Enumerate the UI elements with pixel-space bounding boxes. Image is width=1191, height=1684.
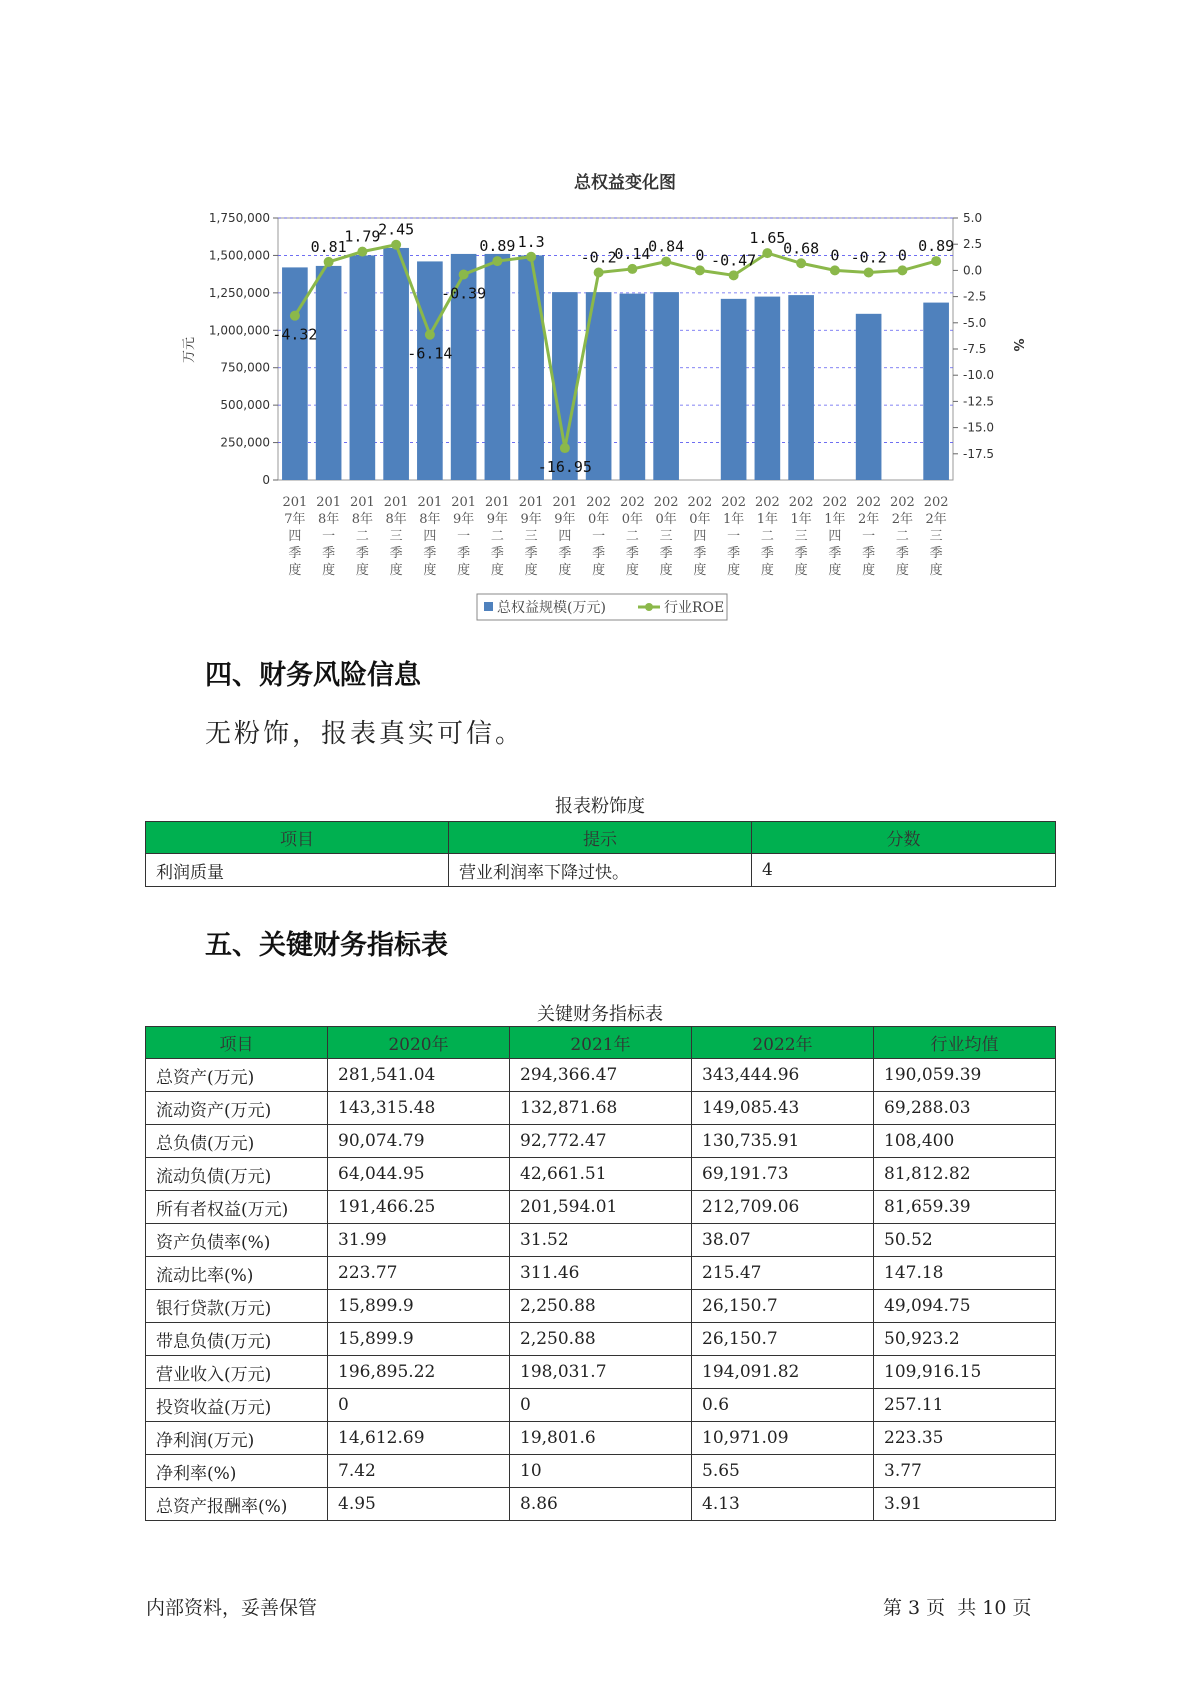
- x-tick-label: 季: [794, 546, 808, 561]
- page-number: 第 3 页 共 10 页: [883, 1597, 1032, 1619]
- table-cell: 营业收入(万元): [146, 1356, 328, 1389]
- table-cell: 4: [752, 854, 1056, 887]
- roe-point: [661, 257, 671, 267]
- table-cell: 总负债(万元): [146, 1125, 328, 1158]
- x-tick-label: 度: [322, 563, 336, 578]
- x-tick-label: 三: [659, 529, 673, 544]
- header-cell: 2021年: [510, 1027, 692, 1059]
- x-tick-label: 202: [788, 495, 814, 510]
- x-tick-label: 度: [693, 563, 707, 578]
- left-tick-label: 750,000: [220, 360, 270, 375]
- table-cell: 营业利润率下降过快。: [449, 854, 752, 887]
- x-tick-label: 9年: [554, 512, 576, 527]
- x-tick-label: 201: [552, 495, 578, 510]
- table-row: [146, 1191, 1056, 1224]
- table-cell: 3.91: [874, 1488, 1056, 1521]
- left-tick-label: 1,750,000: [208, 211, 270, 225]
- x-tick-label: 一: [727, 529, 741, 544]
- left-tick-label: 1,000,000: [208, 323, 270, 338]
- x-tick-label: 三: [794, 529, 808, 544]
- x-tick-label: 季: [288, 546, 302, 561]
- x-tick-label: 9年: [452, 512, 475, 527]
- table-row: [146, 1125, 1056, 1158]
- x-tick-label: 季: [322, 546, 336, 561]
- x-tick-label: 度: [524, 563, 538, 578]
- x-tick-label: 二: [490, 529, 504, 544]
- x-tick-label: 201: [451, 495, 477, 510]
- x-tick-label: 度: [558, 563, 572, 578]
- header-cell: 行业均值: [874, 1027, 1056, 1059]
- x-tick-label: 度: [355, 563, 369, 578]
- table-row: [146, 1323, 1056, 1356]
- x-tick-label: 四: [693, 529, 707, 544]
- table-cell: 149,085.43: [692, 1092, 874, 1125]
- roe-point: [324, 257, 334, 267]
- table-cell: 49,094.75: [874, 1290, 1056, 1323]
- x-tick-label: 二: [760, 529, 774, 544]
- x-tick-label: 二: [625, 529, 639, 544]
- x-tick-label: 一: [457, 529, 471, 544]
- x-tick-label: 度: [288, 563, 302, 578]
- table-cell: 银行贷款(万元): [146, 1290, 328, 1323]
- table-cell: 198,031.7: [510, 1356, 692, 1389]
- bar: [316, 266, 342, 480]
- section5-heading: 五、关键财务指标表: [205, 930, 448, 961]
- right-tick-label: -5.0: [963, 315, 987, 330]
- x-tick-label: 度: [828, 563, 842, 578]
- table-cell: 10: [510, 1455, 692, 1488]
- table-cell: 50.52: [874, 1224, 1056, 1257]
- x-tick-label: 季: [592, 546, 606, 561]
- x-tick-label: 三: [389, 529, 403, 544]
- table-cell: 总资产(万元): [146, 1059, 328, 1092]
- table-cell: 143,315.48: [328, 1092, 510, 1125]
- table-cell: 0: [328, 1389, 510, 1422]
- x-tick-label: 202: [856, 495, 882, 510]
- bar: [755, 297, 781, 480]
- table-row: [146, 1422, 1056, 1455]
- header-cell: 2020年: [328, 1027, 510, 1059]
- roe-data-label: -0.2: [580, 248, 617, 267]
- table-cell: 4.95: [328, 1488, 510, 1521]
- x-tick-label: 1年: [824, 512, 846, 527]
- section4-heading: 四、财务风险信息: [205, 660, 421, 691]
- section4-text: 无粉饰，报表真实可信。: [205, 719, 525, 749]
- x-tick-label: 1年: [756, 512, 779, 527]
- table-cell: 26,150.7: [692, 1290, 874, 1323]
- table-cell: 281,541.04: [328, 1059, 510, 1092]
- table-cell: 215.47: [692, 1257, 874, 1290]
- roe-point: [729, 270, 739, 280]
- x-tick-label: 季: [929, 546, 943, 561]
- x-tick-label: 0年: [655, 512, 677, 527]
- table-cell: 109,916.15: [874, 1356, 1056, 1389]
- x-tick-label: 季: [895, 546, 909, 561]
- header-cell: 2022年: [692, 1027, 874, 1059]
- header-cell: 项目: [146, 822, 449, 854]
- x-tick-label: 季: [355, 546, 369, 561]
- table-row: [146, 1224, 1056, 1257]
- roe-point: [627, 264, 637, 274]
- x-tick-label: 8年: [351, 512, 374, 527]
- x-tick-label: 季: [659, 546, 673, 561]
- x-tick-label: 201: [349, 495, 375, 510]
- equity-chart: [0, 0, 1191, 640]
- roe-data-label: 0: [897, 246, 907, 265]
- x-tick-label: 三: [929, 529, 943, 544]
- x-tick-label: 季: [457, 546, 471, 561]
- roe-data-label: 0.84: [648, 237, 685, 256]
- table-cell: 69,191.73: [692, 1158, 874, 1191]
- left-tick-label: 0: [262, 473, 270, 487]
- x-tick-label: 度: [929, 563, 943, 578]
- table-row: [146, 1455, 1056, 1488]
- roe-data-label: 0.14: [614, 244, 651, 263]
- roe-point: [796, 258, 806, 268]
- x-tick-label: 0年: [689, 512, 711, 527]
- right-tick-label: -15.0: [963, 420, 995, 435]
- x-tick-label: 一: [322, 529, 336, 544]
- table-cell: 所有者权益(万元): [146, 1191, 328, 1224]
- x-tick-label: 季: [828, 546, 842, 561]
- table-cell: 31.52: [510, 1224, 692, 1257]
- bar: [485, 254, 511, 480]
- x-tick-label: 度: [457, 563, 471, 578]
- roe-point: [492, 256, 502, 266]
- table-cell: 流动负债(万元): [146, 1158, 328, 1191]
- roe-data-label: -0.39: [441, 284, 487, 303]
- x-tick-label: 季: [490, 546, 504, 561]
- x-tick-label: 201: [484, 495, 510, 510]
- roe-point: [459, 269, 469, 279]
- x-tick-label: 2年: [891, 512, 914, 527]
- x-tick-label: 四: [828, 529, 842, 544]
- table-cell: 190,059.39: [874, 1059, 1056, 1092]
- table-cell: 201,594.01: [510, 1191, 692, 1224]
- table-row: [146, 1389, 1056, 1422]
- table-cell: 资产负债率(%): [146, 1224, 328, 1257]
- bar: [923, 303, 949, 480]
- legend-bar-label: 总权益规模(万元): [497, 600, 606, 616]
- table-cell: 69,288.03: [874, 1092, 1056, 1125]
- table-cell: 38.07: [692, 1224, 874, 1257]
- chart-title: 总权益变化图: [574, 173, 676, 193]
- x-tick-label: 度: [760, 563, 774, 578]
- table-cell: 64,044.95: [328, 1158, 510, 1191]
- bar: [417, 261, 443, 480]
- x-tick-label: 度: [727, 563, 741, 578]
- x-tick-label: 201: [282, 495, 308, 510]
- table-cell: 257.11: [874, 1389, 1056, 1422]
- left-axis-label: 万元: [182, 336, 197, 364]
- kpi-table: [145, 1026, 1056, 1521]
- x-tick-label: 四: [288, 529, 302, 544]
- bar: [653, 292, 679, 480]
- right-tick-label: -2.5: [963, 289, 987, 304]
- table-cell: 2,250.88: [510, 1323, 692, 1356]
- table-cell: 81,659.39: [874, 1191, 1056, 1224]
- roe-point: [391, 240, 401, 250]
- risk-table: [145, 821, 1056, 887]
- x-tick-label: 季: [727, 546, 741, 561]
- right-tick-label: -10.0: [963, 368, 995, 383]
- table-cell: 投资收益(万元): [146, 1389, 328, 1422]
- footer-note: 内部资料，妥善保管: [146, 1597, 318, 1619]
- x-tick-label: 202: [619, 495, 645, 510]
- table-row: [146, 1092, 1056, 1125]
- x-tick-label: 二: [895, 529, 909, 544]
- x-tick-label: 1年: [790, 512, 812, 527]
- roe-point: [357, 247, 367, 257]
- x-tick-label: 季: [625, 546, 639, 561]
- x-tick-label: 202: [687, 495, 713, 510]
- table-cell: 42,661.51: [510, 1158, 692, 1191]
- roe-point: [830, 265, 840, 275]
- table-cell: 总资产报酬率(%): [146, 1488, 328, 1521]
- table-cell: 0: [510, 1389, 692, 1422]
- bar: [620, 294, 646, 480]
- header-cell: 提示: [449, 822, 752, 854]
- x-tick-label: 度: [389, 563, 403, 578]
- roe-point: [897, 265, 907, 275]
- x-tick-label: 1年: [722, 512, 745, 527]
- right-tick-label: 5.0: [963, 211, 983, 225]
- left-tick-label: 500,000: [220, 398, 270, 413]
- x-tick-label: 季: [558, 546, 572, 561]
- x-tick-label: 201: [316, 495, 342, 510]
- roe-point: [594, 267, 604, 277]
- kpi-table-header: [146, 1027, 1056, 1059]
- roe-data-label: 1.3: [517, 232, 545, 251]
- bar: [350, 255, 376, 480]
- roe-data-label: -16.95: [537, 458, 592, 477]
- legend-line-marker: [645, 603, 653, 611]
- x-tick-label: 201: [417, 495, 443, 510]
- roe-point: [931, 256, 941, 266]
- table-cell: 5.65: [692, 1455, 874, 1488]
- x-tick-label: 202: [653, 495, 679, 510]
- table-cell: 2,250.88: [510, 1290, 692, 1323]
- header-cell: 分数: [752, 822, 1056, 854]
- table-row: [146, 1290, 1056, 1323]
- roe-data-label: 1.65: [749, 229, 786, 248]
- x-tick-label: 季: [389, 546, 403, 561]
- roe-data-label: -6.14: [407, 344, 453, 363]
- table-cell: 90,074.79: [328, 1125, 510, 1158]
- x-tick-label: 202: [923, 495, 949, 510]
- table-cell: 196,895.22: [328, 1356, 510, 1389]
- header-cell: 项目: [146, 1027, 328, 1059]
- table-cell: 7.42: [328, 1455, 510, 1488]
- roe-data-label: -0.47: [711, 251, 757, 270]
- table-cell: 26,150.7: [692, 1323, 874, 1356]
- table-cell: 19,801.6: [510, 1422, 692, 1455]
- table-cell: 294,366.47: [510, 1059, 692, 1092]
- x-tick-label: 度: [423, 563, 437, 578]
- x-tick-label: 一: [592, 529, 606, 544]
- roe-data-label: 0: [830, 246, 840, 265]
- bar: [518, 255, 544, 480]
- x-tick-label: 二: [355, 529, 369, 544]
- x-tick-label: 度: [659, 563, 673, 578]
- table-cell: 净利润(万元): [146, 1422, 328, 1455]
- bar: [383, 248, 409, 480]
- table-cell: 流动比率(%): [146, 1257, 328, 1290]
- table-cell: 31.99: [328, 1224, 510, 1257]
- table-row: [146, 1356, 1056, 1389]
- x-tick-label: 季: [693, 546, 707, 561]
- table-cell: 223.35: [874, 1422, 1056, 1455]
- right-tick-label: 2.5: [963, 237, 983, 252]
- table-cell: 10,971.09: [692, 1422, 874, 1455]
- x-tick-label: 0年: [587, 512, 610, 527]
- table-cell: 3.77: [874, 1455, 1056, 1488]
- table-cell: 流动资产(万元): [146, 1092, 328, 1125]
- x-tick-label: 度: [592, 563, 606, 578]
- x-tick-label: 季: [862, 546, 876, 561]
- table-row: [146, 1059, 1056, 1092]
- roe-data-label: 0.68: [783, 239, 820, 258]
- bar: [721, 299, 747, 480]
- right-tick-label: -17.5: [963, 446, 995, 461]
- legend-bar-swatch: [484, 602, 493, 611]
- x-tick-label: 度: [895, 563, 909, 578]
- roe-point: [695, 265, 705, 275]
- roe-point: [425, 330, 435, 340]
- x-tick-label: 度: [625, 563, 639, 578]
- right-tick-label: -7.5: [963, 342, 987, 356]
- table-cell: 利润质量: [146, 854, 449, 887]
- table-cell: 212,709.06: [692, 1191, 874, 1224]
- table-row: [146, 1257, 1056, 1290]
- roe-data-label: 0.89: [479, 237, 516, 256]
- table-cell: 15,899.9: [328, 1323, 510, 1356]
- table-cell: 92,772.47: [510, 1125, 692, 1158]
- roe-data-label: 0.89: [918, 237, 955, 256]
- kpi-table-caption: 关键财务指标表: [537, 1004, 663, 1025]
- x-tick-label: 三: [524, 529, 538, 544]
- x-tick-label: 季: [760, 546, 774, 561]
- table-cell: 311.46: [510, 1257, 692, 1290]
- x-tick-label: 度: [490, 563, 504, 578]
- roe-data-label: 2.45: [378, 220, 415, 239]
- roe-data-label: -0.2: [850, 248, 887, 267]
- table-cell: 50,923.2: [874, 1323, 1056, 1356]
- x-tick-label: 季: [423, 546, 437, 561]
- legend-line-label: 行业ROE: [664, 600, 725, 616]
- table-cell: 净利率(%): [146, 1455, 328, 1488]
- right-tick-label: -12.5: [963, 394, 995, 409]
- table-row: [146, 1158, 1056, 1191]
- risk-table-header: [146, 822, 1056, 854]
- table-cell: 0.6: [692, 1389, 874, 1422]
- x-tick-label: 2年: [925, 512, 947, 527]
- x-tick-label: 7年: [284, 512, 306, 527]
- x-tick-label: 8年: [317, 512, 340, 527]
- x-tick-label: 201: [383, 495, 409, 510]
- x-tick-label: 202: [822, 495, 848, 510]
- table-cell: 108,400: [874, 1125, 1056, 1158]
- table-row: [146, 1488, 1056, 1521]
- table-cell: 14,612.69: [328, 1422, 510, 1455]
- x-tick-label: 2年: [857, 512, 880, 527]
- x-tick-label: 202: [586, 495, 612, 510]
- x-tick-label: 一: [862, 529, 876, 544]
- left-tick-label: 1,500,000: [208, 248, 270, 263]
- x-tick-label: 8年: [419, 512, 441, 527]
- table-cell: 4.13: [692, 1488, 874, 1521]
- left-tick-label: 250,000: [220, 435, 270, 450]
- table-cell: 132,871.68: [510, 1092, 692, 1125]
- table-cell: 15,899.9: [328, 1290, 510, 1323]
- roe-point: [526, 252, 536, 262]
- table-row: [146, 854, 1056, 887]
- x-tick-label: 9年: [486, 512, 509, 527]
- left-tick-label: 1,250,000: [208, 285, 270, 300]
- x-tick-label: 季: [524, 546, 538, 561]
- x-tick-label: 8年: [385, 512, 407, 527]
- x-tick-label: 度: [862, 563, 876, 578]
- x-tick-label: 0年: [621, 512, 644, 527]
- bar: [856, 314, 882, 480]
- right-tick-label: 0.0: [963, 263, 983, 278]
- right-axis-label: %: [1010, 338, 1025, 352]
- table-cell: 带息负债(万元): [146, 1323, 328, 1356]
- roe-data-label: 0.81: [310, 237, 347, 256]
- roe-point: [864, 267, 874, 277]
- table-cell: 81,812.82: [874, 1158, 1056, 1191]
- risk-table-caption: 报表粉饰度: [555, 796, 645, 817]
- x-tick-label: 201: [518, 495, 544, 510]
- table-cell: 130,735.91: [692, 1125, 874, 1158]
- table-cell: 194,091.82: [692, 1356, 874, 1389]
- roe-data-label: 1.79: [344, 227, 381, 246]
- roe-data-label: -4.32: [272, 325, 318, 344]
- bar: [788, 295, 814, 480]
- roe-point: [560, 443, 570, 453]
- x-tick-label: 202: [754, 495, 780, 510]
- roe-point: [762, 248, 772, 258]
- roe-point: [290, 311, 300, 321]
- table-cell: 343,444.96: [692, 1059, 874, 1092]
- table-cell: 223.77: [328, 1257, 510, 1290]
- x-tick-label: 四: [423, 529, 437, 544]
- x-tick-label: 202: [721, 495, 747, 510]
- x-tick-label: 9年: [520, 512, 542, 527]
- x-tick-label: 202: [889, 495, 915, 510]
- table-cell: 147.18: [874, 1257, 1056, 1290]
- table-cell: 8.86: [510, 1488, 692, 1521]
- x-tick-label: 度: [794, 563, 808, 578]
- roe-data-label: 0: [695, 246, 705, 265]
- table-cell: 191,466.25: [328, 1191, 510, 1224]
- x-tick-label: 四: [558, 529, 572, 544]
